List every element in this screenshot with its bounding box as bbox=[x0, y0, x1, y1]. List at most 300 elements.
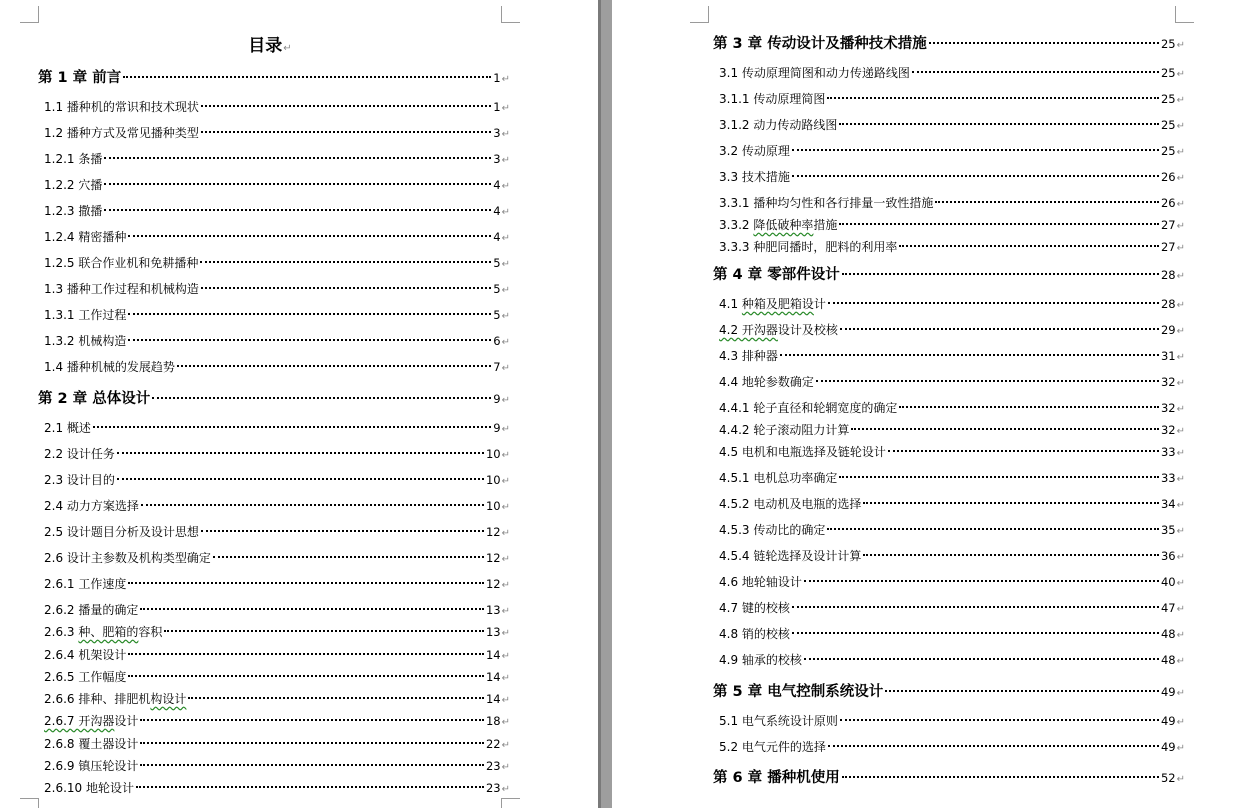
toc-entry-label: 1.3.2 机械构造 bbox=[44, 334, 127, 348]
toc-leader-dots bbox=[839, 223, 1159, 225]
toc-page-number: 5 bbox=[493, 256, 501, 270]
toc-leader-dots bbox=[128, 582, 484, 584]
toc-entry[interactable] bbox=[44, 523, 510, 541]
toc-page-number: 32 bbox=[1160, 401, 1176, 415]
paragraph-mark-icon: ↵ bbox=[501, 580, 510, 591]
toc-entry[interactable] bbox=[719, 738, 1185, 756]
toc-page-number: 47 bbox=[1160, 601, 1176, 615]
toc-entry-label: 3.3.2 降低破种率措施 bbox=[719, 218, 838, 232]
toc-page-number: 25 bbox=[1160, 92, 1176, 106]
toc-leader-dots bbox=[140, 719, 484, 721]
toc-entry-label: 4.5 电机和电瓶选择及链轮设计 bbox=[719, 445, 886, 459]
paragraph-mark-icon: ↵ bbox=[1176, 426, 1185, 437]
paragraph-mark-icon: ↵ bbox=[1176, 448, 1185, 459]
paragraph-mark-icon: ↵ bbox=[501, 363, 510, 374]
toc-entry[interactable] bbox=[44, 150, 510, 168]
toc-page-number: 49 bbox=[1160, 714, 1176, 728]
toc-entry-label: 2.6.6 排种、排肥机构设计 bbox=[44, 692, 187, 706]
toc-entry-label: 第 4 章 零部件设计 bbox=[713, 267, 840, 283]
toc-entry[interactable] bbox=[719, 443, 1185, 461]
crop-mark-top-left bbox=[20, 6, 39, 23]
toc-entry[interactable] bbox=[44, 98, 510, 116]
toc-entry-label: 1.4 播种机械的发展趋势 bbox=[44, 360, 175, 374]
toc-leader-dots bbox=[935, 201, 1159, 203]
toc-leader-dots bbox=[792, 175, 1159, 177]
toc-entry[interactable] bbox=[719, 599, 1185, 617]
toc-page-number: 25 bbox=[1160, 66, 1176, 80]
toc-page-number: 32 bbox=[1160, 375, 1176, 389]
toc-leader-dots bbox=[117, 478, 484, 480]
toc-page-number: 13 bbox=[485, 603, 501, 617]
toc-entry-label: 3.3 技术措施 bbox=[719, 170, 790, 184]
paragraph-mark-icon: ↵ bbox=[1176, 688, 1185, 699]
toc-entry-label: 1.2.3 撒播 bbox=[44, 204, 103, 218]
paragraph-mark-icon: ↵ bbox=[501, 129, 510, 140]
toc-leader-dots bbox=[792, 149, 1159, 151]
toc-page-number: 14 bbox=[485, 692, 501, 706]
toc-leader-dots bbox=[117, 452, 484, 454]
toc-entry[interactable] bbox=[719, 64, 1185, 82]
toc-entry[interactable] bbox=[719, 194, 1185, 212]
toc-entry-label: 1.2.5 联合作业机和免耕播种 bbox=[44, 256, 199, 270]
toc-leader-dots bbox=[828, 302, 1159, 304]
toc-entry[interactable] bbox=[719, 421, 1185, 439]
toc-entry[interactable] bbox=[44, 124, 510, 142]
toc-entry-label: 第 1 章 前言 bbox=[38, 70, 122, 86]
toc-entry[interactable] bbox=[719, 168, 1185, 186]
toc-entry-label: 4.5.3 传动比的确定 bbox=[719, 523, 826, 537]
toc-page-number: 33 bbox=[1160, 445, 1176, 459]
toc-entry-label: 2.4 动力方案选择 bbox=[44, 499, 139, 513]
toc-leader-dots bbox=[804, 580, 1159, 582]
toc-page-number: 4 bbox=[493, 204, 501, 218]
paragraph-mark-icon: ↵ bbox=[1176, 271, 1185, 282]
toc-leader-dots bbox=[123, 76, 491, 78]
toc-page-number: 1 bbox=[493, 100, 501, 114]
paragraph-mark-icon: ↵ bbox=[501, 233, 510, 244]
toc-entry-label: 4.5.4 链轮选择及设计计算 bbox=[719, 549, 862, 563]
paragraph-mark-icon: ↵ bbox=[501, 450, 510, 461]
toc-page-number: 48 bbox=[1160, 627, 1176, 641]
toc-leader-dots bbox=[842, 776, 1159, 778]
toc-chapter-entry[interactable] bbox=[713, 266, 1185, 284]
toc-entry[interactable] bbox=[44, 757, 510, 775]
toc-entry[interactable] bbox=[719, 142, 1185, 160]
toc-entry-label: 4.8 销的校核 bbox=[719, 627, 790, 641]
toc-entry[interactable] bbox=[719, 399, 1185, 417]
toc-entry-label: 3.1.2 动力传动路线图 bbox=[719, 118, 838, 132]
toc-entry-label: 4.1 种箱及肥箱设计 bbox=[719, 297, 826, 311]
toc-page-number: 13 bbox=[485, 625, 501, 639]
toc-leader-dots bbox=[885, 690, 1159, 692]
toc-entry-label: 1.2.4 精密播种 bbox=[44, 230, 127, 244]
toc-page-number: 40 bbox=[1160, 575, 1176, 589]
paragraph-mark-icon: ↵ bbox=[501, 337, 510, 348]
toc-page-number: 5 bbox=[493, 282, 501, 296]
toc-entry[interactable] bbox=[719, 712, 1185, 730]
toc-chapter-entry[interactable] bbox=[38, 69, 510, 87]
paragraph-mark-icon: ↵ bbox=[501, 784, 510, 795]
spellcheck-underline: 种箱及肥箱设 bbox=[741, 297, 814, 311]
toc-entry[interactable] bbox=[44, 332, 510, 350]
paragraph-mark-icon: ↵ bbox=[501, 285, 510, 296]
toc-page-number: 10 bbox=[485, 447, 501, 461]
paragraph-mark-icon: ↵ bbox=[1176, 69, 1185, 80]
toc-leader-dots bbox=[213, 556, 484, 558]
toc-entry[interactable] bbox=[44, 779, 510, 797]
crop-mark-bottom-right bbox=[501, 798, 520, 808]
toc-entry[interactable] bbox=[719, 573, 1185, 591]
toc-page-number: 49 bbox=[1160, 740, 1176, 754]
toc-leader-dots bbox=[128, 653, 484, 655]
toc-entry[interactable] bbox=[44, 228, 510, 246]
toc-page-number: 1 bbox=[493, 71, 501, 85]
toc-page-number: 23 bbox=[485, 781, 501, 795]
toc-leader-dots bbox=[842, 273, 1159, 275]
toc-leader-dots bbox=[929, 42, 1159, 44]
toc-entry-label: 第 5 章 电气控制系统设计 bbox=[713, 684, 884, 700]
toc-leader-dots bbox=[93, 426, 491, 428]
crop-mark-top-right bbox=[501, 6, 520, 23]
paragraph-mark-icon: ↵ bbox=[1176, 300, 1185, 311]
toc-entry-label: 1.2.1 条播 bbox=[44, 152, 103, 166]
toc-leader-dots bbox=[839, 123, 1159, 125]
toc-entry-label: 2.6.4 机架设计 bbox=[44, 648, 127, 662]
paragraph-mark-icon: ↵ bbox=[501, 155, 510, 166]
toc-page-number: 22 bbox=[485, 737, 501, 751]
paragraph-mark-icon: ↵ bbox=[1176, 121, 1185, 132]
paragraph-mark-icon: ↵ bbox=[1176, 656, 1185, 667]
paragraph-mark-icon: ↵ bbox=[1176, 378, 1185, 389]
toc-page-number: 9 bbox=[493, 392, 501, 406]
toc-page-number: 32 bbox=[1160, 423, 1176, 437]
toc-entry[interactable] bbox=[719, 238, 1185, 256]
paragraph-mark-icon: ↵ bbox=[1176, 774, 1185, 785]
toc-leader-dots bbox=[840, 328, 1159, 330]
toc-entry[interactable] bbox=[719, 495, 1185, 513]
toc-page-number: 9 bbox=[493, 421, 501, 435]
toc-entry[interactable] bbox=[44, 575, 510, 593]
toc-leader-dots bbox=[140, 608, 484, 610]
toc-entry-label: 4.4.2 轮子滚动阻力计算 bbox=[719, 423, 850, 437]
paragraph-mark-icon: ↵ bbox=[501, 424, 510, 435]
toc-entry[interactable] bbox=[44, 690, 510, 708]
toc-page-number: 31 bbox=[1160, 349, 1176, 363]
toc-leader-dots bbox=[128, 675, 484, 677]
right-page bbox=[612, 0, 1249, 808]
toc-chapter-entry[interactable] bbox=[713, 769, 1185, 787]
toc-entry[interactable] bbox=[44, 176, 510, 194]
toc-entry[interactable] bbox=[719, 295, 1185, 313]
toc-page-number: 14 bbox=[485, 670, 501, 684]
toc-leader-dots bbox=[780, 354, 1159, 356]
toc-page-number: 25 bbox=[1160, 37, 1176, 51]
toc-leader-dots bbox=[140, 742, 484, 744]
spellcheck-underline: 4.2 开沟器 bbox=[719, 323, 778, 337]
toc-leader-dots bbox=[136, 786, 484, 788]
toc-entry[interactable] bbox=[719, 625, 1185, 643]
toc-entry-label: 3.3.3 种肥同播时，肥料的利用率 bbox=[719, 240, 898, 254]
toc-entry[interactable] bbox=[719, 321, 1185, 339]
toc-entry[interactable] bbox=[44, 280, 510, 298]
toc-entry[interactable] bbox=[44, 623, 510, 641]
paragraph-mark-icon: ↵ bbox=[501, 259, 510, 270]
paragraph-mark-icon: ↵ bbox=[501, 74, 510, 85]
paragraph-mark-icon: ↵ bbox=[501, 717, 510, 728]
toc-page-number: 25 bbox=[1160, 118, 1176, 132]
paragraph-mark-icon: ↵ bbox=[501, 311, 510, 322]
toc-entry-label: 3.2 传动原理 bbox=[719, 144, 790, 158]
toc-entry-label: 2.6.8 覆土器设计 bbox=[44, 737, 139, 751]
crop-mark-top-right bbox=[1175, 6, 1194, 23]
toc-entry[interactable] bbox=[44, 202, 510, 220]
paragraph-mark-icon: ↵ bbox=[501, 502, 510, 513]
toc-leader-dots bbox=[128, 235, 491, 237]
paragraph-mark-icon: ↵ bbox=[1176, 326, 1185, 337]
toc-entry-label: 1.3.1 工作过程 bbox=[44, 308, 127, 322]
toc-page-number: 3 bbox=[493, 152, 501, 166]
toc-page-number: 49 bbox=[1160, 685, 1176, 699]
toc-entry[interactable] bbox=[719, 547, 1185, 565]
crop-mark-top-left bbox=[690, 6, 709, 23]
toc-page-number: 33 bbox=[1160, 471, 1176, 485]
paragraph-mark-icon: ↵ bbox=[501, 554, 510, 565]
toc-page-number: 34 bbox=[1160, 497, 1176, 511]
toc-leader-dots bbox=[128, 313, 491, 315]
toc-leader-dots bbox=[912, 71, 1159, 73]
toc-page-number: 14 bbox=[485, 648, 501, 662]
toc-entry-label: 1.2.2 穴播 bbox=[44, 178, 103, 192]
toc-leader-dots bbox=[792, 606, 1159, 608]
page-gutter bbox=[598, 0, 612, 808]
toc-page-number: 28 bbox=[1160, 297, 1176, 311]
toc-page-number: 12 bbox=[485, 525, 501, 539]
toc-page-number: 26 bbox=[1160, 170, 1176, 184]
toc-entry-label: 2.2 设计任务 bbox=[44, 447, 115, 461]
toc-entry-label: 第 6 章 播种机使用 bbox=[713, 770, 840, 786]
toc-page-number: 7 bbox=[493, 360, 501, 374]
paragraph-mark-icon: ↵ bbox=[1176, 604, 1185, 615]
toc-entry[interactable] bbox=[719, 90, 1185, 108]
crop-mark-bottom-left bbox=[20, 798, 39, 808]
toc-entry-label: 3.1.1 传动原理简图 bbox=[719, 92, 826, 106]
toc-leader-dots bbox=[899, 406, 1159, 408]
toc-entry-label: 第 3 章 传动设计及播种技术措施 bbox=[713, 36, 927, 52]
toc-entry-label: 4.2 开沟器设计及校核 bbox=[719, 323, 838, 337]
toc-page-number: 25 bbox=[1160, 144, 1176, 158]
toc-entry-label: 1.3 播种工作过程和机械构造 bbox=[44, 282, 199, 296]
toc-entry[interactable] bbox=[44, 471, 510, 489]
toc-leader-dots bbox=[201, 131, 491, 133]
toc-entry[interactable] bbox=[44, 445, 510, 463]
paragraph-mark-icon: ↵ bbox=[501, 528, 510, 539]
paragraph-mark-icon: ↵ bbox=[1176, 243, 1185, 254]
toc-entry-label: 4.4.1 轮子直径和轮辋宽度的确定 bbox=[719, 401, 898, 415]
toc-leader-dots bbox=[104, 209, 491, 211]
toc-entry[interactable] bbox=[719, 469, 1185, 487]
paragraph-mark-icon: ↵ bbox=[501, 651, 510, 662]
toc-page-number: 10 bbox=[485, 499, 501, 513]
paragraph-mark-icon: ↵ bbox=[1176, 717, 1185, 728]
toc-leader-dots bbox=[839, 476, 1159, 478]
paragraph-mark-icon: ↵ bbox=[1176, 352, 1185, 363]
toc-leader-dots bbox=[177, 365, 491, 367]
paragraph-mark-icon: ↵ bbox=[1176, 173, 1185, 184]
toc-leader-dots bbox=[140, 764, 484, 766]
paragraph-mark-icon: ↵ bbox=[1176, 500, 1185, 511]
toc-leader-dots bbox=[827, 528, 1159, 530]
toc-page-number: 5 bbox=[493, 308, 501, 322]
paragraph-mark-icon: ↵ bbox=[501, 628, 510, 639]
toc-entry[interactable] bbox=[719, 347, 1185, 365]
toc-page-number: 27 bbox=[1160, 240, 1176, 254]
toc-entry[interactable] bbox=[44, 497, 510, 515]
toc-page-number: 12 bbox=[485, 577, 501, 591]
toc-leader-dots bbox=[851, 428, 1159, 430]
spellcheck-underline: 2.6.7 开沟器 bbox=[44, 714, 115, 728]
toc-leader-dots bbox=[201, 105, 491, 107]
paragraph-mark-icon: ↵ bbox=[501, 181, 510, 192]
toc-page-number: 10 bbox=[485, 473, 501, 487]
toc-page-number: 4 bbox=[493, 230, 501, 244]
toc-entry[interactable] bbox=[719, 521, 1185, 539]
paragraph-mark-icon: ↵ bbox=[501, 476, 510, 487]
toc-entry[interactable] bbox=[719, 116, 1185, 134]
toc-page-number: 12 bbox=[485, 551, 501, 565]
toc-entry-label: 4.3 排种器 bbox=[719, 349, 778, 363]
toc-entry[interactable] bbox=[44, 254, 510, 272]
toc-leader-dots bbox=[152, 397, 491, 399]
toc-leader-dots bbox=[128, 339, 491, 341]
paragraph-mark-icon: ↵ bbox=[1176, 404, 1185, 415]
paragraph-mark-icon: ↵ bbox=[1176, 743, 1185, 754]
toc-entry-label: 4.6 地轮轴设计 bbox=[719, 575, 802, 589]
toc-entry-label: 2.6 设计主参数及机构类型确定 bbox=[44, 551, 211, 565]
toc-leader-dots bbox=[816, 380, 1159, 382]
paragraph-mark-icon: ↵ bbox=[501, 395, 510, 406]
toc-entry-label: 2.6.1 工作速度 bbox=[44, 577, 127, 591]
toc-entry-label: 4.7 键的校核 bbox=[719, 601, 790, 615]
toc-entry-label: 2.6.10 地轮设计 bbox=[44, 781, 134, 795]
toc-leader-dots bbox=[827, 97, 1159, 99]
toc-page-number: 18 bbox=[485, 714, 501, 728]
toc-entry[interactable] bbox=[719, 216, 1185, 234]
toc-entry-label: 1.2 播种方式及常见播种类型 bbox=[44, 126, 199, 140]
paragraph-mark-icon: ↵ bbox=[1176, 40, 1185, 51]
toc-entry-label: 2.6.7 开沟器设计 bbox=[44, 714, 139, 728]
toc-entry-label: 4.5.1 电机总功率确定 bbox=[719, 471, 838, 485]
paragraph-mark-icon: ↵ bbox=[1176, 526, 1185, 537]
toc-entry[interactable] bbox=[44, 646, 510, 664]
paragraph-mark-icon: ↵ bbox=[1176, 147, 1185, 158]
toc-leader-dots bbox=[863, 554, 1159, 556]
paragraph-mark-icon: ↵ bbox=[1176, 474, 1185, 485]
toc-leader-dots bbox=[804, 658, 1159, 660]
toc-entry-label: 1.1 播种机的常识和技术现状 bbox=[44, 100, 199, 114]
left-page bbox=[0, 0, 598, 808]
toc-entry-label: 5.1 电气系统设计原则 bbox=[719, 714, 838, 728]
toc-leader-dots bbox=[141, 504, 484, 506]
toc-entry[interactable] bbox=[44, 549, 510, 567]
toc-page-number: 35 bbox=[1160, 523, 1176, 537]
toc-entry-label: 3.1 传动原理简图和动力传递路线图 bbox=[719, 66, 910, 80]
toc-entry-label: 4.4 地轮参数确定 bbox=[719, 375, 814, 389]
toc-entry-label: 2.1 概述 bbox=[44, 421, 91, 435]
toc-entry[interactable] bbox=[44, 668, 510, 686]
toc-leader-dots bbox=[863, 502, 1159, 504]
toc-leader-dots bbox=[200, 261, 491, 263]
toc-entry[interactable] bbox=[44, 601, 510, 619]
toc-leader-dots bbox=[188, 697, 484, 699]
paragraph-mark-icon: ↵ bbox=[501, 673, 510, 684]
toc-leader-dots bbox=[792, 632, 1159, 634]
toc-page-number: 26 bbox=[1160, 196, 1176, 210]
toc-page-number: 48 bbox=[1160, 653, 1176, 667]
spellcheck-underline: 降低破种率 bbox=[753, 218, 814, 232]
toc-leader-dots bbox=[899, 245, 1159, 247]
spellcheck-underline: 构设计 bbox=[150, 692, 187, 706]
toc-page-number: 28 bbox=[1160, 268, 1176, 282]
toc-entry-label: 2.6.9 镇压轮设计 bbox=[44, 759, 139, 773]
toc-entry[interactable] bbox=[719, 651, 1185, 669]
toc-entry-label: 5.2 电气元件的选择 bbox=[719, 740, 826, 754]
toc-leader-dots bbox=[104, 183, 491, 185]
paragraph-mark-icon: ↵ bbox=[501, 103, 510, 114]
paragraph-mark-icon: ↵ bbox=[501, 740, 510, 751]
toc-chapter-entry[interactable] bbox=[713, 35, 1185, 53]
toc-leader-dots bbox=[201, 287, 491, 289]
toc-entry-label: 2.5 设计题目分析及设计思想 bbox=[44, 525, 199, 539]
toc-entry-label: 2.6.2 播量的确定 bbox=[44, 603, 139, 617]
toc-leader-dots bbox=[164, 630, 484, 632]
toc-leader-dots bbox=[104, 157, 491, 159]
toc-page-number: 3 bbox=[493, 126, 501, 140]
paragraph-mark-icon: ↵ bbox=[1176, 552, 1185, 563]
toc-page-number: 6 bbox=[493, 334, 501, 348]
toc-entry[interactable] bbox=[44, 712, 510, 730]
paragraph-mark-icon: ↵ bbox=[501, 695, 510, 706]
toc-page-number: 27 bbox=[1160, 218, 1176, 232]
paragraph-mark-icon: ↵ bbox=[501, 606, 510, 617]
toc-entry[interactable] bbox=[44, 419, 510, 437]
toc-entry[interactable] bbox=[719, 373, 1185, 391]
paragraph-mark-icon: ↵ bbox=[1176, 630, 1185, 641]
toc-entry[interactable] bbox=[44, 735, 510, 753]
toc-leader-dots bbox=[201, 530, 484, 532]
paragraph-mark-icon: ↵ bbox=[1176, 221, 1185, 232]
toc-chapter-entry[interactable] bbox=[38, 390, 510, 408]
paragraph-mark-icon: ↵ bbox=[1176, 95, 1185, 106]
toc-entry-label: 2.3 设计目的 bbox=[44, 473, 115, 487]
toc-leader-dots bbox=[840, 719, 1159, 721]
toc-leader-dots bbox=[888, 450, 1159, 452]
toc-entry-label: 第 2 章 总体设计 bbox=[38, 391, 151, 407]
toc-page-number: 4 bbox=[493, 178, 501, 192]
toc-entry-label: 2.6.5 工作幅度 bbox=[44, 670, 127, 684]
paragraph-mark-icon: ↵ bbox=[501, 762, 510, 773]
toc-entry-label: 4.9 轴承的校核 bbox=[719, 653, 802, 667]
toc-title: 目录↵ bbox=[248, 36, 292, 56]
toc-page-number: 36 bbox=[1160, 549, 1176, 563]
toc-chapter-entry[interactable] bbox=[713, 683, 1185, 701]
toc-leader-dots bbox=[828, 745, 1159, 747]
toc-entry[interactable] bbox=[44, 306, 510, 324]
paragraph-mark-icon: ↵ bbox=[1176, 578, 1185, 589]
toc-entry-label: 2.6.3 种、肥箱的容积 bbox=[44, 625, 163, 639]
spellcheck-underline: 种、肥箱的 bbox=[78, 625, 139, 639]
toc-entry[interactable] bbox=[44, 358, 510, 376]
paragraph-mark-icon: ↵ bbox=[1176, 199, 1185, 210]
